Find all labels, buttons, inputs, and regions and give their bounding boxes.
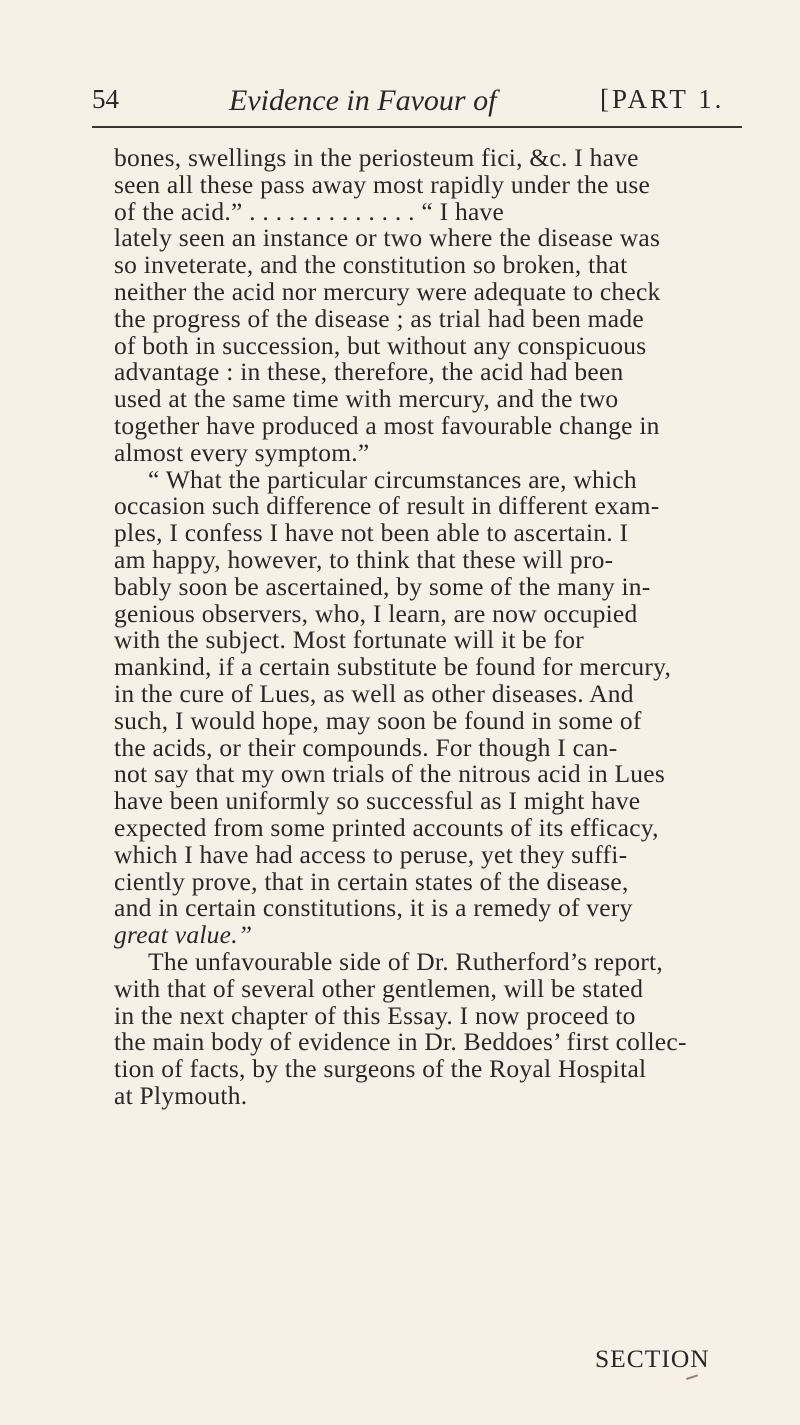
paragraph-start-line: “ What the particular circumstances are, which [148, 464, 637, 494]
text-line: neither the acid nor mercury were adequate to check [114, 276, 661, 306]
text-line: seen all these pass away most rapidly under the use [114, 169, 651, 199]
page-number: 54 [92, 84, 119, 114]
running-head: Evidence in Favour of [229, 84, 497, 117]
text-line: tion of facts, by the surgeons of the Royal Hospital [114, 1054, 647, 1084]
text-line: of both in succession, but without any conspicuous [114, 330, 647, 360]
text-line: so inveterate, and the constitution so broken, that [114, 250, 628, 280]
text-line: expected from some printed accounts of its efficacy, [114, 812, 659, 842]
text-line: genious observers, who, I learn, are now occupied [114, 598, 638, 628]
text-line: in the cure of Lues, as well as other diseases. And [114, 678, 634, 708]
text-line: which I have had access to peruse, yet they suffi- [114, 839, 628, 869]
text-line: of the acid.” . . . . . . . . . . . . . “ I have [114, 196, 505, 226]
text-line: with the subject. Most fortunate will it be for [114, 625, 584, 655]
paragraph-start-line: The unfavourable side of Dr. Rutherford’s report, [148, 946, 664, 976]
text-line: such, I would hope, may soon be found in some of [114, 705, 642, 735]
text-line: used at the same time with mercury, and the two [114, 384, 619, 414]
text-line: with that of several other gentlemen, will be stated [114, 973, 644, 1003]
text-line: am happy, however, to think that these will pro- [114, 544, 614, 574]
text-line: have been uniformly so successful as I might have [114, 786, 641, 816]
text-line: the main body of evidence in Dr. Beddoes’ first collec- [114, 1027, 687, 1057]
header-rule [92, 126, 742, 128]
text-line: occasion such difference of result in different exam- [114, 491, 660, 521]
text-line: bably soon be ascertained, by some of the many in- [114, 571, 651, 601]
body-text [114, 145, 749, 1110]
text-line: in the next chapter of this Essay. I now proceed to [114, 1000, 636, 1030]
text-line: and in certain constitutions, it is a remedy of very [114, 893, 633, 923]
text-line: the acids, or their compounds. For though I can- [114, 732, 618, 762]
catchword: SECTION [595, 1344, 710, 1373]
text-line: ples, I confess I have not been able to ascertain. I [114, 518, 629, 548]
text-line: almost every symptom.” [114, 437, 370, 467]
text-line: lately seen an instance or two where the disease was [114, 223, 661, 253]
text-line: the progress of the disease ; as trial had been made [114, 303, 644, 333]
part-label: [PART 1. [600, 84, 725, 114]
italic-text-line: great value.” [114, 920, 253, 950]
text-line: together have produced a most favourable change in [114, 410, 660, 440]
text-line: advantage : in these, therefore, the acid had been [114, 357, 624, 387]
text-line: mankind, if a certain substitute be found for mercury, [114, 652, 672, 682]
text-line: at Plymouth. [114, 1080, 248, 1110]
page-header [92, 84, 742, 126]
printer-mark [686, 1374, 700, 1385]
text-line: bones, swellings in the periosteum fici, &c. I have [114, 143, 639, 172]
text-line: not say that my own trials of the nitrous acid in Lues [114, 759, 666, 789]
text-line: ciently prove, that in certain states of the disease, [114, 866, 629, 896]
